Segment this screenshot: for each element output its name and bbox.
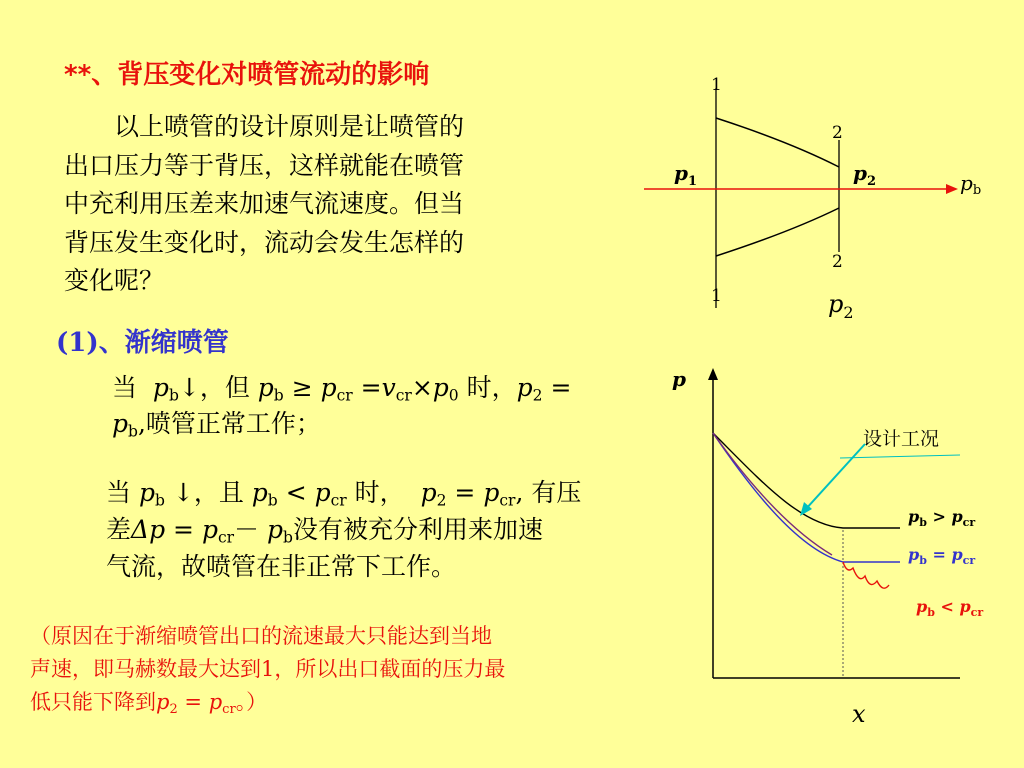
- x-axis-label: x: [852, 700, 866, 728]
- condition-normal: [112, 370, 672, 442]
- footnote-line: （原因在于渐缩喷管出口的流速最大只能达到当地: [30, 624, 492, 648]
- intro-line: 变化呢？: [64, 266, 165, 295]
- intro-line: 背压发生变化时，流动会发生怎样的: [64, 227, 465, 257]
- section-1-bottom-label: 1: [711, 286, 722, 306]
- legend-pb-lt-pcr: $p_b < p_{cr}$: [916, 597, 984, 619]
- annotation-guide: [840, 455, 960, 458]
- design-condition-label: 设计工况: [863, 428, 940, 450]
- intro-line: 中充利用压差来加速气流速度。但当: [64, 189, 465, 218]
- footnote-line: 低只能下降到$p_2 = p_{cr}$。）: [30, 690, 268, 717]
- slide-title: **、背压变化对喷管流动的影响: [64, 60, 430, 90]
- intro-line: 出口压力等于背压，这样就能在喷管: [64, 150, 465, 180]
- annotation-arrow: [805, 444, 865, 510]
- nozzle-lower-wall: [716, 208, 839, 256]
- pressure-chart: [660, 360, 1020, 728]
- pb-label: $p_b$: [960, 171, 982, 198]
- flow-arrowhead: [946, 184, 958, 194]
- p2-label: $p_2$: [853, 161, 877, 189]
- section-2-bottom-label: 2: [832, 252, 843, 272]
- p2-exit-label: $p_2$: [828, 290, 854, 322]
- condition-abnormal-line1: 当 $p_b$ ↓，且 $p_b < p_{cr}$ 时， $p_2 = p_{cr}$, 有压: [106, 478, 582, 510]
- y-axis-label: p: [672, 367, 686, 391]
- section-1-top-label: 1: [711, 75, 722, 95]
- section-2-top-label: 2: [832, 123, 843, 143]
- p1-label: $p_1$: [674, 161, 698, 189]
- condition-normal-line2: $p_b$,喷管正常工作；: [112, 409, 321, 441]
- condition-normal-line1: 当 $p_b↓$，但 $p_b \ge p_{cr} =v_{cr}\times p_0$ 时，$p_2$ =: [112, 373, 572, 405]
- intro-paragraph: [64, 108, 624, 301]
- legend-pb-eq-pcr: $p_b = p_{cr}$: [908, 545, 976, 567]
- section-heading: (1)、渐缩喷管: [56, 328, 229, 358]
- curve-pb-eq-pcr: [713, 433, 900, 562]
- footnote: [30, 620, 690, 719]
- footnote-line: 声速，即马赫数最大达到1，所以出口截面的压力最: [30, 657, 506, 681]
- nozzle-diagram: [640, 70, 1020, 330]
- condition-abnormal: [106, 474, 666, 585]
- curve-pb-lt-pcr: [843, 562, 889, 588]
- y-axis-arrowhead: [708, 368, 718, 380]
- intro-line: 以上喷管的设计原则是让喷管的: [64, 112, 465, 141]
- condition-abnormal-line2: 差$\Delta p = p_{cr}- p_b$没有被充分利用来加速: [106, 515, 543, 547]
- nozzle-upper-wall: [716, 118, 839, 167]
- condition-abnormal-line3: 气流，故喷管在非正常下工作。: [106, 552, 457, 581]
- legend-pb-gt-pcr: $p_b > p_{cr}$: [908, 507, 976, 529]
